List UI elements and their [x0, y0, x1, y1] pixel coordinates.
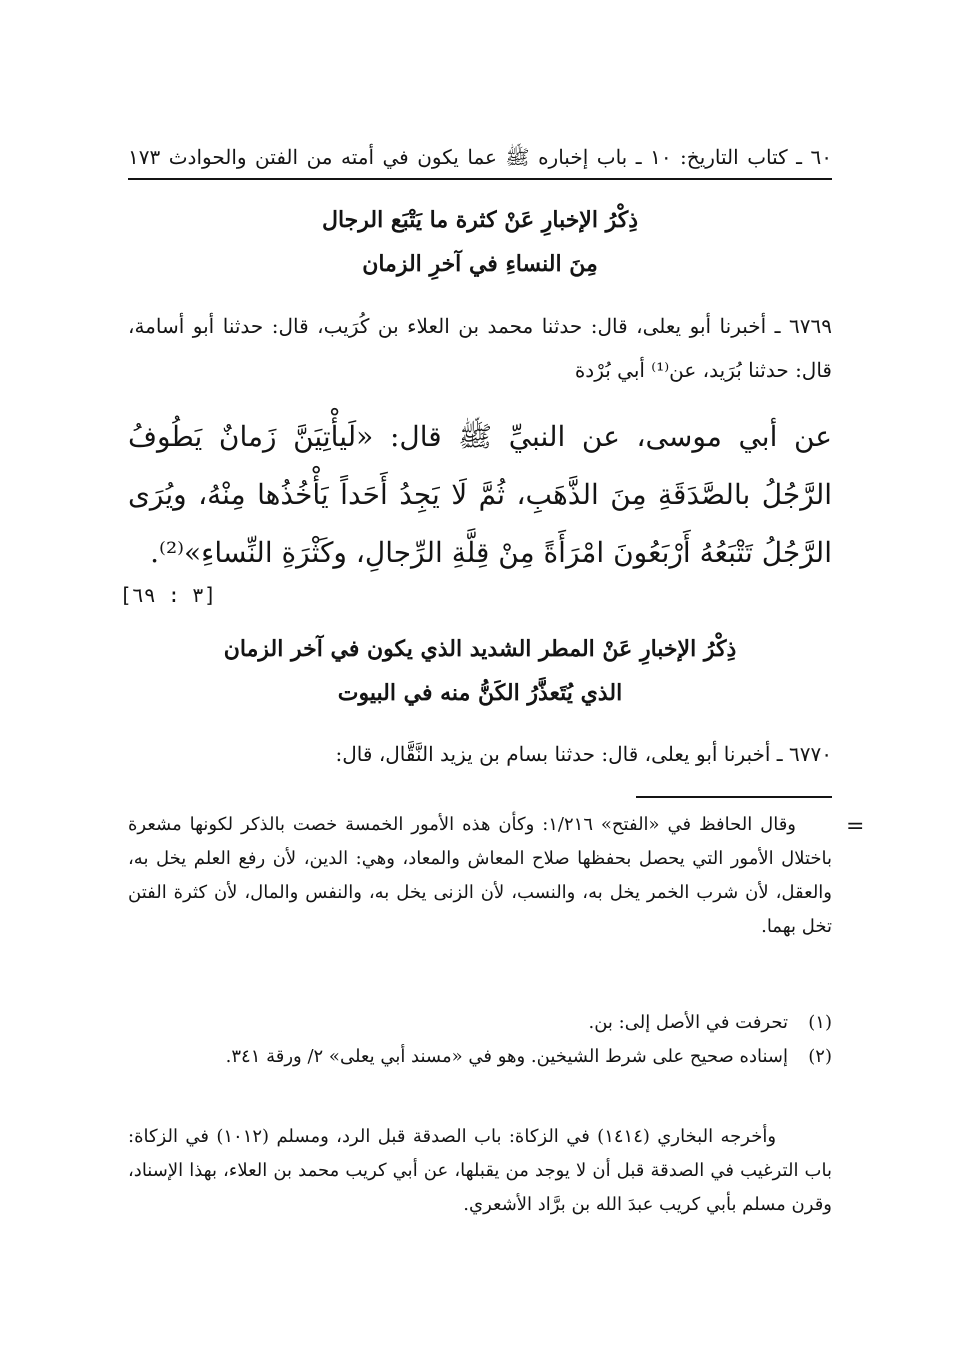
hadith-reference: [٣ : ٦٩] — [119, 583, 216, 607]
footnote-number: (٢) — [808, 1046, 832, 1067]
footnote-number: (١) — [808, 1012, 832, 1033]
heading-line: مِنَ النساءِ في آخرِ الزمان — [362, 251, 598, 277]
footnote-1 — [128, 1006, 832, 1040]
hadith-6769-isnad: ٦٧٦٩ ـ أخبرنا أبو يعلى، قال: حدثنا محمد بن العلاء بن كُرَيب، قال: حدثنا أبو أسامة، قال: حدثنا بُرَيد، عن⁽¹⁾ أبي بُرْدة — [128, 314, 832, 382]
section-heading-2 — [128, 627, 832, 715]
heading-line: ذِكْرُ الإخبارِ عَنْ المطر الشديد الذي يكون في آخر الزمان — [223, 636, 737, 662]
section-heading-1 — [128, 198, 832, 286]
footnote-2 — [128, 1040, 832, 1074]
footnote-text: إسناده صحيح على شرط الشيخين. وهو في «مسند أبي يعلى» ٢/ ورقة ٣٤١. — [225, 1046, 788, 1067]
footnote-continuation-mark: = — [846, 814, 865, 839]
footnote-2-continued: وأخرجه البخاري (١٤١٤) في الزكاة: باب الصدقة قبل الرد، ومسلم (١٠١٢) في الزكاة: باب الترغيب في الصدقة قبل أن لا يوجد من يقبلها، عن أبي كريب محمد بن العلاء، بهذا الإسناد، وقرن مسلم بأبي كريب عبدَ الله بن برَّاد الأشعري. — [128, 1126, 832, 1215]
heading-line: ذِكْرُ الإخبارِ عَنْ كثرة ما يَتْبَع الرجال — [321, 207, 639, 233]
hadith-6769-matn: عن أبي موسى، عن النبيِّ ﷺ قال: «لَيأْتِيَنَّ زَمانٌ يَطُوفُ الرَّجُلُ بالصَّدَقَةِ مِنَ الذَّهَبِ، ثُمَّ لَا يَجِدُ أَحَداً يَأْخُذُها مِنْهُ، ويُرَى الرَّجُلُ تَتْبَعُهُ أَرْبَعُونَ امْرَأَةً مِنْ قِلَّةِ الرِّجالِ، وكَثْرَةِ النِّساءِ»⁽²⁾. — [128, 420, 832, 569]
header-rule — [128, 178, 832, 180]
footnote-rule — [636, 796, 832, 798]
footnote-text: تحرفت في الأصل إلى: بن. — [588, 1012, 788, 1033]
heading-line: الذي يُتَعذَّرُ الكَنُّ منه في البيوت — [337, 680, 623, 706]
footnote-continuation: وقال الحافظ في «الفتح» ١/٢١٦: وكأن هذه الأمور الخمسة خصت بالذكر لكونها مشعرة باختلال الأمور التي يحصل بحفظها صلاح المعاش والمعاد، وهي: الدين، لأن رفع العلم يخل به، والعقل، لأن شرب الخمر يخل به، والنسب، لأن الزنى يخل به، والنفس والمال، لأن كثرة الفتن تخل بهما. — [128, 814, 832, 937]
running-head: ٦٠ ـ كتاب التاريخ: ١٠ ـ باب إخباره ﷺ عما يكون في أمته من الفتن والحوادث ١٧٣ — [128, 145, 832, 169]
hadith-6770-isnad: ٦٧٧٠ ـ أخبرنا أبو يعلى، قال: حدثنا بسام بن يزيد النَّقَّال، قال: — [335, 742, 832, 766]
